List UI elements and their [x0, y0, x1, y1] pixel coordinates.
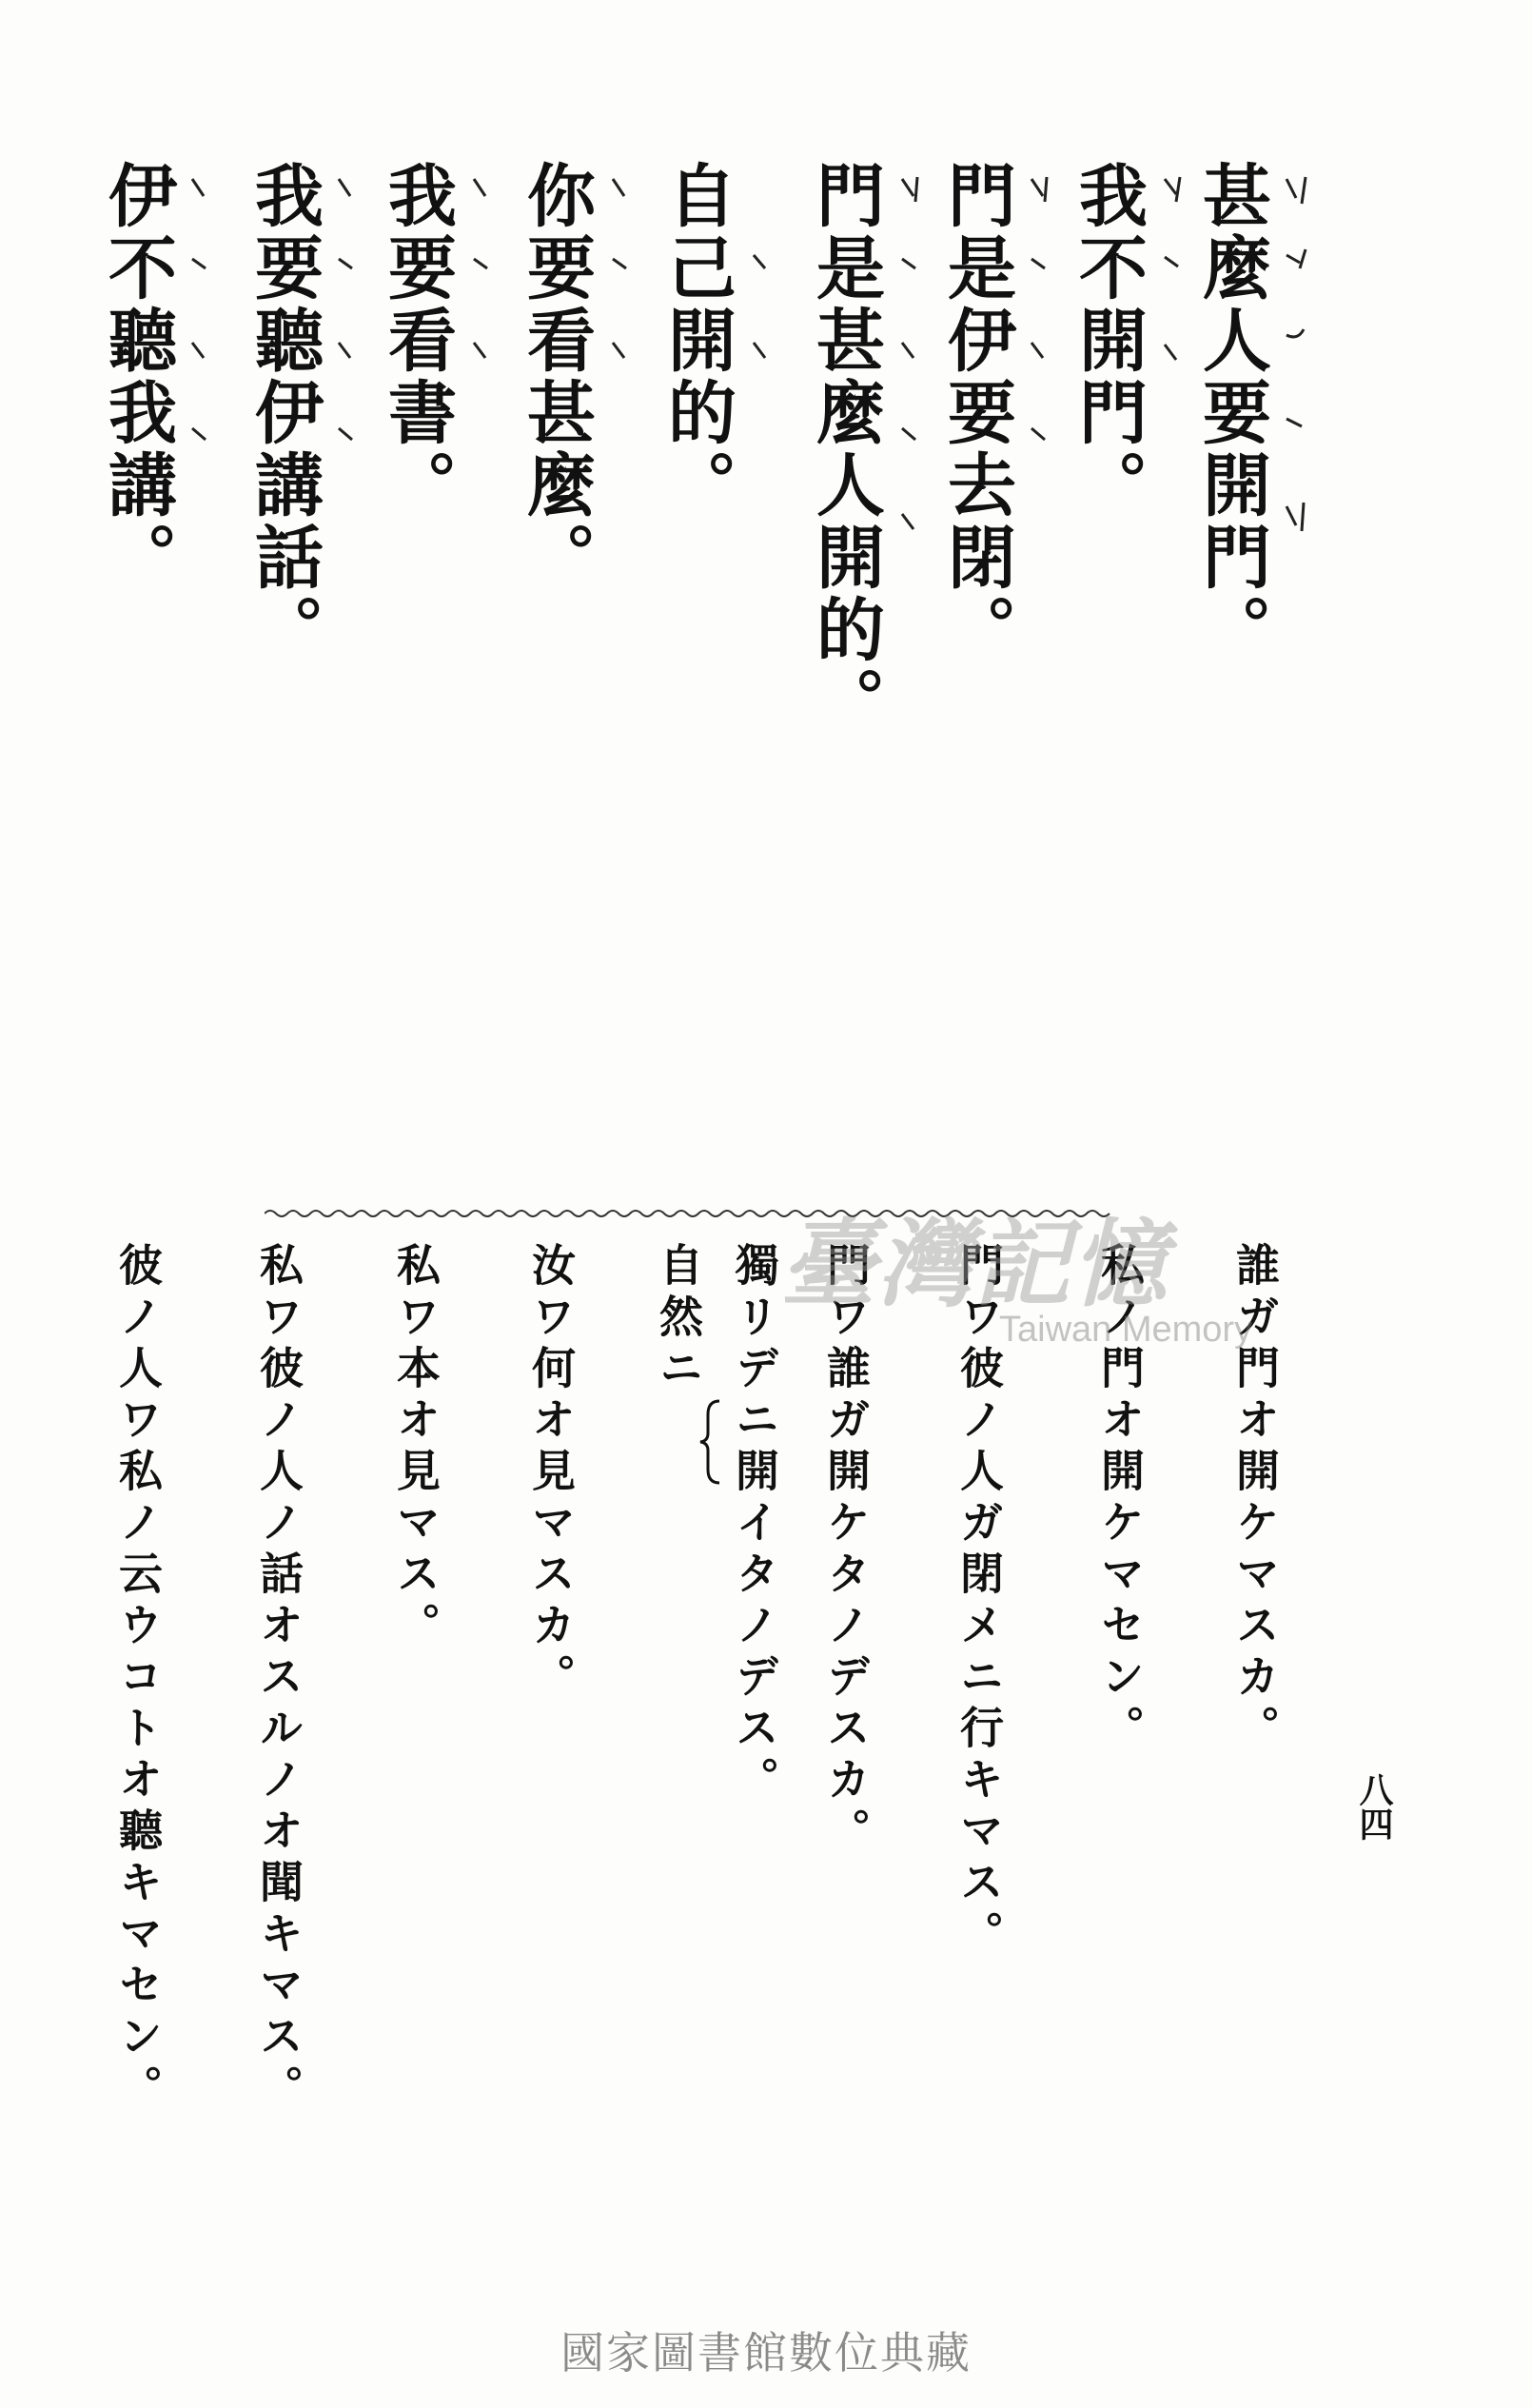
japanese-line-5b: 自然ニ — [653, 1242, 704, 1396]
japanese-line-5: 獨リデニ開イタノデス。 — [729, 1242, 780, 1807]
chinese-line-5: 自己開的。 — [657, 160, 737, 522]
japanese-line-8: 私ワ彼ノ人ノ話オスルノオ聞キマス。 — [253, 1242, 304, 2116]
chinese-line-4: 門是甚麼人開的。 — [805, 160, 886, 739]
chinese-line-2: 我不開門。 — [1068, 160, 1149, 522]
chinese-line-3: 門是伊要去閉。 — [936, 160, 1017, 666]
japanese-line-9: 彼ノ人ワ私ノ云ウコトオ聽キマセン。 — [112, 1242, 164, 2116]
chinese-line-6: 你要看甚麼。 — [516, 160, 597, 594]
footer-credit: 國家圖書館數位典藏 — [560, 2327, 972, 2378]
watermark-logo — [780, 1188, 1275, 1378]
japanese-line-6: 汝ワ何オ見マスカ。 — [525, 1242, 577, 1705]
watermark-english: Taiwan Memory — [999, 1310, 1253, 1350]
chinese-line-9: 伊不聽我講。 — [97, 160, 178, 594]
phonetic-marks — [0, 0, 1532, 952]
japanese-line-4: 門ワ誰ガ開ケタノデスカ。 — [820, 1242, 872, 1859]
japanese-line-7: 私ワ本オ見マス。 — [390, 1242, 442, 1653]
brace-mark — [698, 1399, 727, 1485]
watermark-chinese: 臺灣記憶 — [780, 1208, 1169, 1320]
japanese-line-3: 門ワ彼ノ人ガ閉メニ行キマス。 — [953, 1242, 1005, 1962]
chinese-line-7: 我要看書。 — [377, 160, 458, 522]
page-number: 八四 — [1354, 1772, 1394, 1841]
japanese-line-2: 私ノ門オ開ケマセン。 — [1094, 1242, 1146, 1756]
chinese-line-8: 我要聽伊講話。 — [244, 160, 324, 666]
chinese-line-1: 甚麼人要開門。 — [1191, 160, 1272, 666]
japanese-line-1: 誰ガ門オ開ケマスカ。 — [1229, 1242, 1281, 1756]
